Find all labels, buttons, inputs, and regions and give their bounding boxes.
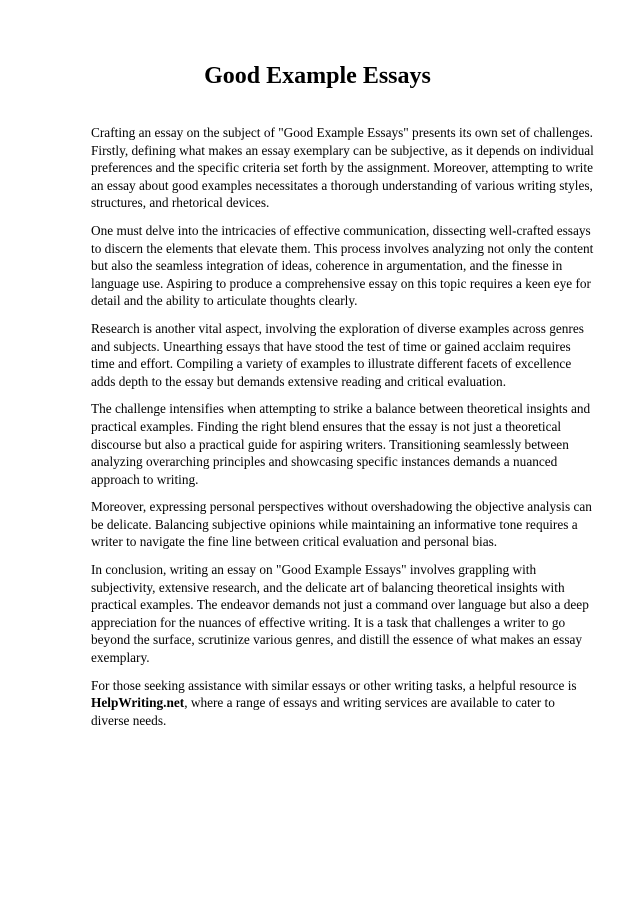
paragraph-closing <box>91 677 594 730</box>
paragraph-perspectives: Moreover, expressing personal perspectives without overshadowing the objective analysis can be delicate. Balancing subjective opinions while maintaining an informative tone requires a writer to navigate the fine line between critical evaluation and personal bias. <box>91 499 592 550</box>
page-title: Good Example Essays <box>204 63 431 89</box>
paragraph-intro: Crafting an essay on the subject of "Good Example Essays" presents its own set of challenges. Firstly, defining what makes an essay exemplary can be subjective, as it depends on individual preferences and the specific criteria set forth by the assignment. Moreover, attempting to write an essay about good examples necessitates a thorough understanding of various writing styles, structures, and rhetorical devices. <box>91 125 594 211</box>
brand-link[interactable]: HelpWriting.net <box>91 695 185 711</box>
closing-text-before: For those seeking assistance with similar essays or other writing tasks, a helpful resource is <box>91 677 577 693</box>
paragraph-communication: One must delve into the intricacies of effective communication, dissecting well-crafted essays to discern the elements that elevate them. This process involves analyzing not only the content but also the seamless integration of ideas, coherence in argumentation, and the finesse in language use. Aspiring to produce a comprehensive essay on this topic requires a keen eye for detail and the ability to articulate thoughts clearly. <box>91 222 594 309</box>
paragraph-balance: The challenge intensifies when attempting to strike a balance between theoretical insights and practical examples. Finding the right blend ensures that the essay is not just a theoretical discourse but also a practical guide for aspiring writers. Transitioning seamlessly between analyzing overarching principles and showcasing specific instances demands a nuanced approach to writing. <box>91 401 591 487</box>
paragraph-research: Research is another vital aspect, involving the exploration of diverse examples across genres and subjects. Unearthing essays that have stood the test of time or gained acclaim requires time and effort. Compiling a variety of examples to illustrate different facets of excellence adds depth to the essay but demands extensive reading and critical evaluation. <box>91 320 584 389</box>
closing-text-after: , where a range of essays and writing services are available to cater to diverse needs. <box>91 695 555 728</box>
paragraph-conclusion: In conclusion, writing an essay on "Good Example Essays" involves grappling with subjectivity, extensive research, and the delicate art of balancing theoretical insights with practical examples. The endeavor demands not just a command over language but also a deep appreciation for the nuances of effective writing. It is a task that challenges a writer to go beyond the surface, scrutinize various genres, and distill the essence of what makes an essay exemplary. <box>91 562 589 666</box>
